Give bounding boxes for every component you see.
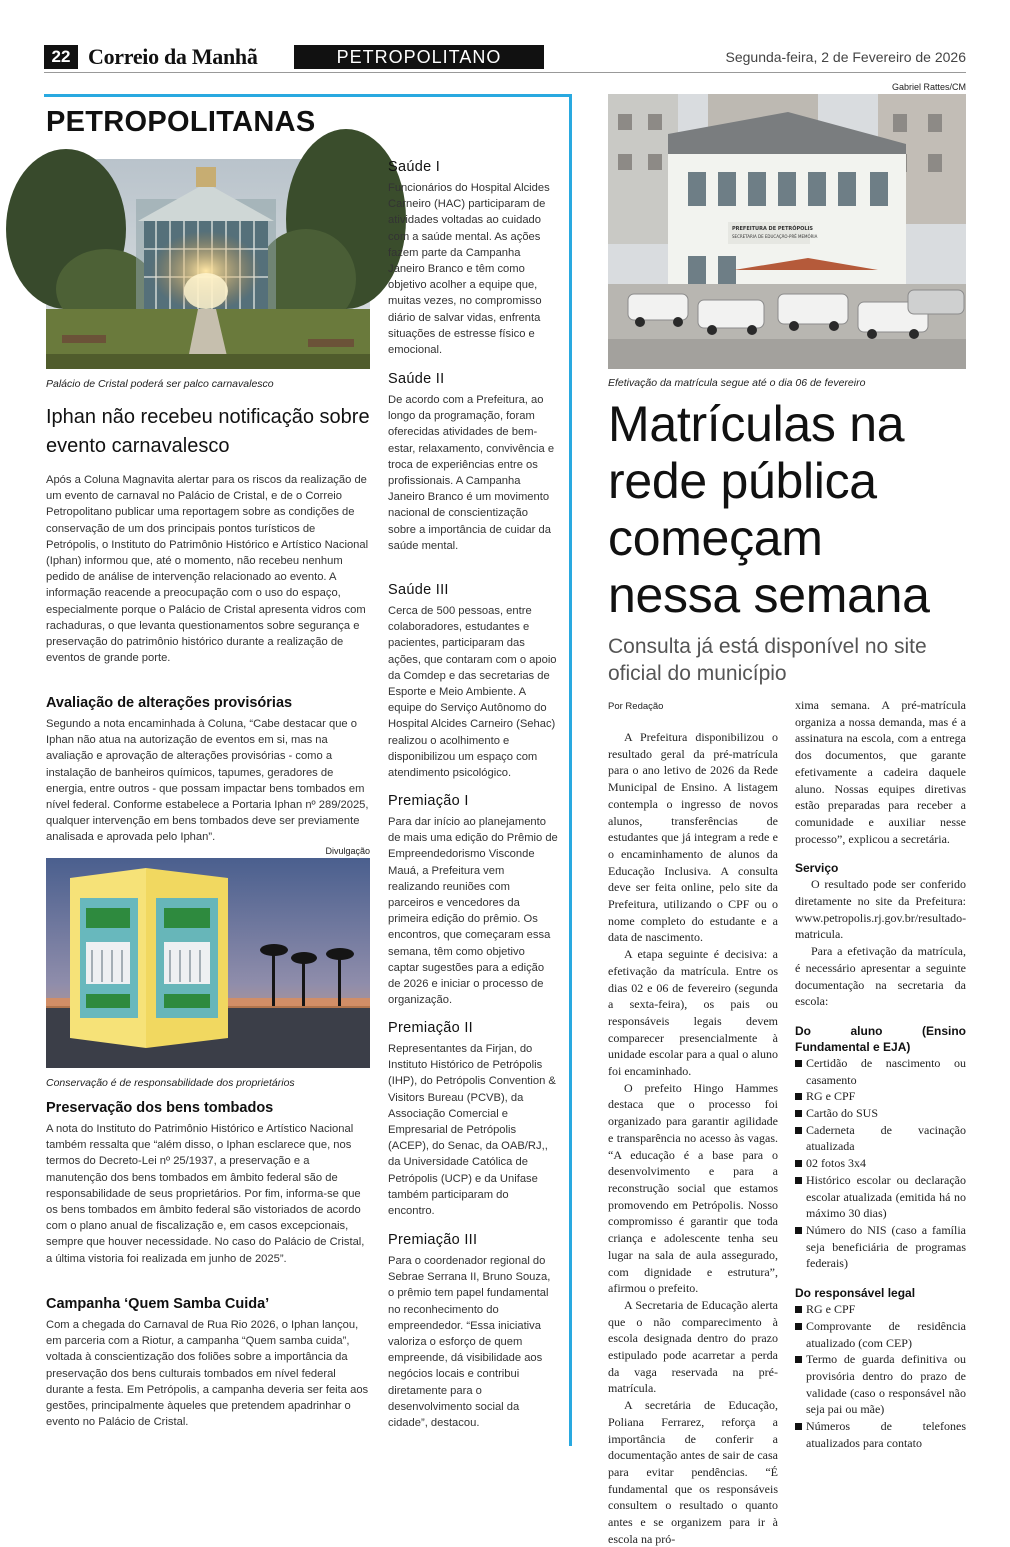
note-title: Saúde I xyxy=(388,159,441,175)
note-title: Saúde II xyxy=(388,371,445,387)
story-paragraph-2: Segundo a nota encaminhada à Coluna, “Cabe destacar que o Iphan não atua na autorização de eventos em si, mas na avaliação e aprovação de alterações provisórias - como a instalação de banheiros químicos, tapumes, geradores de energia, entre outros - que possam impactar bens tombados em nível federal. Conforme estabelece a Portaria Iphan nº 289/2025, qualquer intervenção em bens tombados deve ser previamente analisada e aprovada pelo Iphan”. xyxy=(46,718,369,844)
list-item: 02 fotos 3x4 xyxy=(795,1155,966,1172)
list-item: Certidão de nascimento ou casamento xyxy=(795,1055,966,1088)
header-divider xyxy=(44,72,966,73)
building-sign-line1: PREFEITURA DE PETRÓPOLIS xyxy=(732,226,814,232)
story-headline: Iphan não recebeu notificação sobre evento carnavalesco xyxy=(46,406,370,457)
list-item: Comprovante de residência atualizado (com CEP) xyxy=(795,1318,966,1351)
page-header xyxy=(44,44,966,72)
main-paragraph: A Secretaria de Educação alerta que o não comparecimento à escola designada dentro do prazo estipulado pode acarretar a perda da vaga reservada na pré-matrícula. xyxy=(608,1297,778,1396)
servico-title: Serviço xyxy=(795,861,839,876)
note-title: Premiação I xyxy=(388,793,469,809)
responsavel-docs-title: Do responsável legal xyxy=(795,1286,916,1301)
palacio-photo xyxy=(46,159,370,369)
note-text: Representantes da Firjan, do Instituto Histórico de Petrópolis (IHP), do Petrópolis Convention & Visitors Bureau (PCVB), da Associação Comercial e Empresarial de Petrópolis (ACEP), do Senac, da OAB/RJ,, da Universidade Católica de Petrópolis (UCP) e da Unifase também participaram do encontro. xyxy=(388,1043,556,1218)
list-item: Histórico escolar ou declaração escolar atualizada (emitida há no máximo 30 dias) xyxy=(795,1172,966,1222)
note-text: Cerca de 500 pessoas, entre colaboradores, estudantes e pacientes, participaram das ações, que contaram com o apoio da Comdep e das secretarias de Esporte e Meio Ambiente. A equipe do Serviço Autônomo do Hospital Alcides Carneiro (Sehac) realizou o acolhimento e disponibilizou um espaço com atendimento psicológico. xyxy=(388,605,557,780)
main-photo-credit: Gabriel Rattes/CM xyxy=(891,82,966,92)
story-paragraph-4: Com a chegada do Carnaval de Rua Rio 2026, o Iphan lançou, em parceria com a Riotur, a campanha “Quem samba cuida”, voltada à conscientização dos foliões sobre a importância da preservação dos bens culturais tombados em nível federal durante a festa. Em Petrópolis, a campanha deveria ser feita aos gestões, principalmente àqueles que pretendem apadrinhar o evento no Palácio de Cristal. xyxy=(46,1319,369,1429)
subhead-campanha: Campanha ‘Quem Samba Cuida’ xyxy=(46,1296,270,1312)
main-headline: Matrículas na rede pública começam nessa semana xyxy=(608,396,930,623)
main-paragraph: A etapa seguinte é decisiva: a efetivação da matrícula. Entre os dias 02 e 06 de fevereiro (segunda a sexta-feira), os pais ou responsáveis legais devem comparecer presencialmente à unidade escolar para a qual o aluno foi encaminhado. xyxy=(608,947,778,1079)
page-number: 22 xyxy=(44,45,78,69)
list-item: RG e CPF xyxy=(795,1301,966,1318)
section-badge: PETROPOLITANO xyxy=(294,45,544,69)
main-paragraph: A secretária de Educação, Poliana Ferrarez, reforça a importância de conferir a documentação antes de sair de casa para evitar pendências. “É fundamental que os responsáveis consultem o resultado o quanto antes e se organizem para ir à escola na pró- xyxy=(608,1398,778,1546)
main-deck: Consulta já está disponível no site oficial do município xyxy=(608,635,927,685)
photo2-credit: Divulgação xyxy=(325,846,370,856)
newspaper-name: Correio da Manhã xyxy=(88,44,258,69)
list-item: Números de telefones atualizados para contato xyxy=(795,1418,966,1451)
photo2-caption: Conservação é de responsabilidade dos proprietários xyxy=(46,1077,295,1089)
main-story-column-1 xyxy=(608,729,778,1547)
list-item: RG e CPF xyxy=(795,1088,966,1105)
note-text: De acordo com a Prefeitura, ao longo da programação, foram oferecidas atividades de bem-estar, relaxamento, convivência e troca de experiências entre os profissionais. A Campanha Janeiro Branco é um movimento nacional de conscientização sobre a importância de cuidar da saúde mental. xyxy=(388,394,555,552)
note-title: Saúde III xyxy=(388,582,449,598)
servico-paragraph: Para a efetivação da matrícula, é necessário apresentar a seguinte documentação na secretaria da escola: xyxy=(795,944,966,1009)
note-text: Para dar início ao planejamento de mais uma edição do Prêmio de Empreendedorismo Visconde Mauá, a Prefeitura vem realizando reuniões com parceiros e vencedores da primeira edição do prêmio. Os encontros, que começaram essa semana, têm como objetivo captar sugestões para a edição de 2026 e iniciar o processo de organização. xyxy=(388,816,558,1007)
main-photo-caption: Efetivação da matrícula segue até o dia 06 de fevereiro xyxy=(608,377,866,389)
photo1-caption: Palácio de Cristal poderá ser palco carnavalesco xyxy=(46,378,274,390)
list-item: Cartão do SUS xyxy=(795,1105,966,1122)
story-paragraph-3: A nota do Instituto do Patrimônio Histórico e Artístico Nacional também ressalta que “além disso, o Iphan esclarece que, nos termos do Decreto-Lei nº 25/1937, a preservação e a manutenção dos bens tombados em âmbito federal são de responsabilidade de seus proprietários. Por fim, informa-se que os bens tombados em âmbito federal são vistoriados de acordo com o plano anual de fiscalização e, em casos excepcionais, sempre que houver necessidade. No caso do Palácio de Cristal, a última vistoria foi realizada em junho de 2025”. xyxy=(46,1123,365,1265)
responsavel-docs-list xyxy=(795,1301,966,1451)
aluno-docs-title: Do aluno (Ensino Fundamental e EJA) xyxy=(795,1023,966,1054)
issue-date: Segunda-feira, 2 de Fevereiro de 2026 xyxy=(725,49,966,65)
subhead-avaliacao: Avaliação de alterações provisórias xyxy=(46,695,293,711)
servico-paragraph: O resultado pode ser conferido diretamente no site da Prefeitura: www.petropolis.rj.gov.br/resultado-matricula. xyxy=(795,877,967,942)
note-text: Para o coordenador regional do Sebrae Serrana II, Bruno Souza, o prêmio tem papel fundamental no reconhecimento do empreendedor. “Essa iniciativa valoriza o esforço de quem empreende, dá visibilidade aos negócios locais e contribui diretamente para o desenvolvimento social da cidade”, destacou. xyxy=(388,1255,551,1430)
aluno-docs-list xyxy=(795,1055,966,1272)
main-paragraph: A Prefeitura disponibilizou o resultado geral da pré-matrícula para o ano letivo de 2026 da Rede Municipal de Ensino. A listagem contempla o ingresso de novos alunos, transferências de estudantes que já integram a rede e o encaminhamento de alunos da Educação Inclusiva. A consulta deve ser feita online, pelo site da Prefeitura, utilizando o CPF ou o nome completo do estudante e a data de nascimento. xyxy=(608,730,778,945)
byline: Por Redação xyxy=(608,701,664,712)
building-sign-line2: SECRETARIA DE EDUCAÇÃO-PRÉ MEMÓRIA xyxy=(732,234,818,239)
note-title: Premiação III xyxy=(388,1232,478,1248)
list-item: Termo de guarda definitiva ou provisória dentro do prazo de validade (caso o responsável não seja pai ou mãe) xyxy=(795,1351,966,1418)
list-item: Caderneta de vacinação atualizada xyxy=(795,1122,966,1155)
list-item: Número do NIS (caso a família seja beneficiária de programas federais) xyxy=(795,1222,966,1272)
main-paragraph: O prefeito Hingo Hammes destaca que o processo foi organizado para garantir agilidade e transparência no acesso às vagas. “A educação é a base para o desenvolvimento e para a reconstrução social que estamos promovendo em Petrópolis. Nosso compromisso é garantir que toda criança e adolescente tenha seu lugar na sala de aula assegurado, com dignidade e estrutura”, afirmou o prefeito. xyxy=(608,1080,778,1296)
subhead-preservacao: Preservação dos bens tombados xyxy=(46,1100,274,1116)
note-text: Funcionários do Hospital Alcides Carneiro (HAC) participaram de atividades voltadas ao cuidado com a saúde mental. As ações fazem parte da Campanha Janeiro Branco e têm como objetivo acolher a equipe que, muitas vezes, no compromisso diário de salvar vidas, enfrenta situações de estresse físico e emocional. xyxy=(388,182,550,357)
school-building-photo xyxy=(608,94,966,369)
main-paragraph-continued: xima semana. A pré-matrícula organiza a nossa demanda, mas é a assinatura na escola, com a entrega dos documentos, que garante efetivamente a cadeira daquele aluno. Nossas equipes diretivas estão preparadas para receber a comunidade e auxiliar nesse processo”, explicou a secretária. xyxy=(795,698,966,846)
column-title: PETROPOLITANAS xyxy=(46,106,316,138)
story-paragraph-1: Após a Coluna Magnavita alertar para os riscos da realização de um evento de carnaval no Palácio de Cristal, e de o Correio Petropolitano publicar uma reportagem sobre as condições de conservação de um dos principais pontos turísticos de Petrópolis, o Instituto do Patrimônio Histórico e Artístico Nacional (Iphan) informou que, até o momento, não recebeu nenhum pedido de análise de intervenção relacionado ao evento. A informação reacende a preocupação com o uso do espaço, especialmente porque o Palácio de Cristal apresenta vidros com rachaduras, o que levanta questionamentos sobre segurança e preservação do patrimônio histórico durante a realização de eventos de grande porte. xyxy=(46,474,369,665)
main-story-column-2 xyxy=(795,697,966,1451)
note-title: Premiação II xyxy=(388,1020,473,1036)
carnival-cube-photo xyxy=(46,858,370,1068)
